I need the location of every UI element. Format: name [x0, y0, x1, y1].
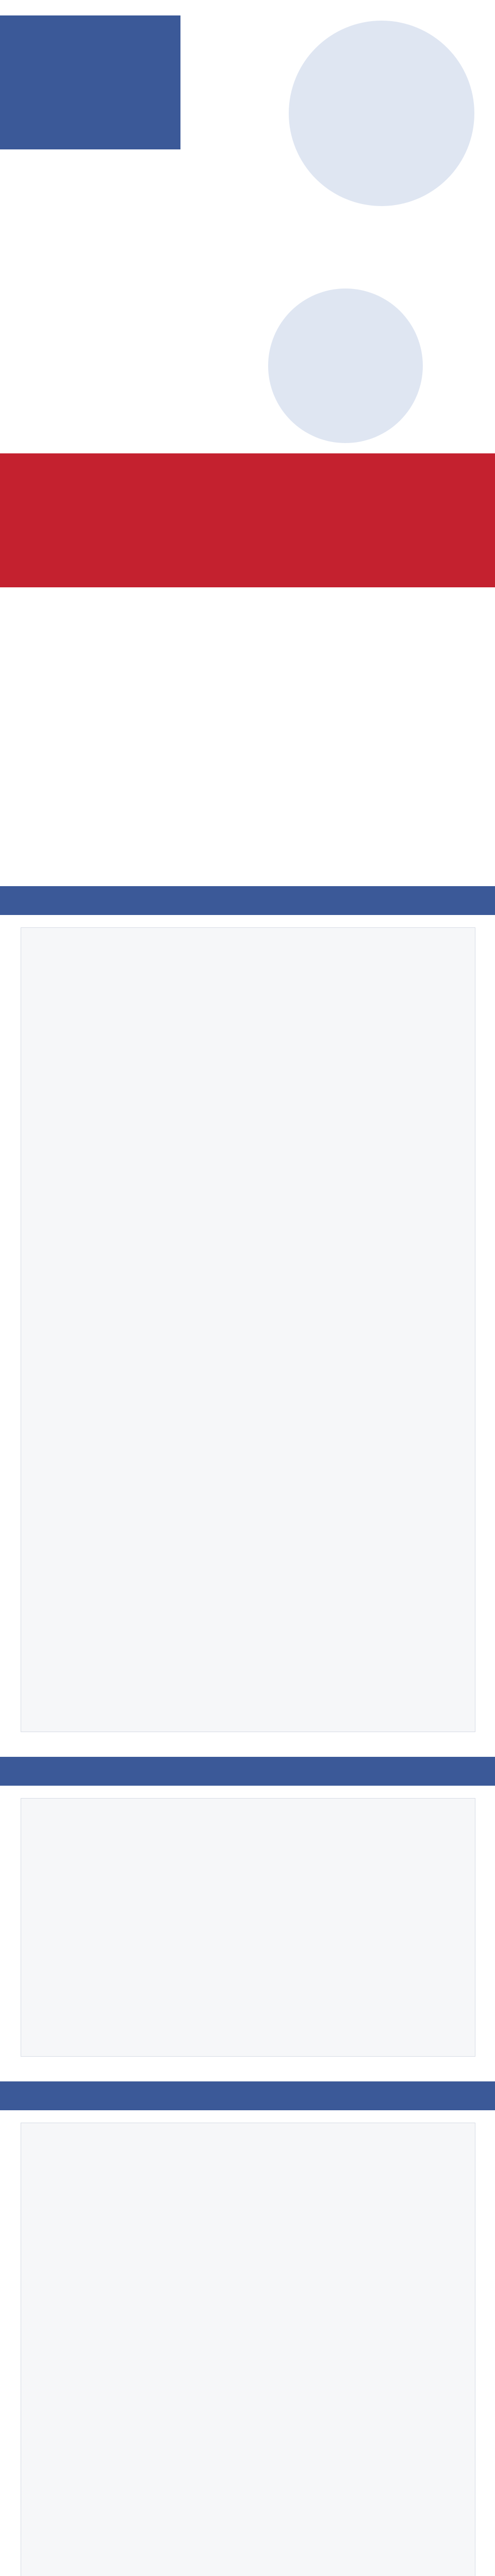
people-illustration: [268, 289, 423, 443]
hero-title-panel: [0, 15, 180, 149]
ad-creation-steps: [21, 2123, 475, 2576]
section-header-custom-audiences: [0, 886, 495, 915]
custom-audiences-steps: [21, 927, 475, 1732]
section-header-lookalike-audiences: [0, 1757, 495, 1786]
hero-illustration: [289, 21, 474, 206]
intro-banner: [0, 453, 495, 587]
hero-section: [0, 0, 495, 242]
section-header-ad-creation: [0, 2081, 495, 2110]
lookalike-audiences-steps: [21, 1798, 475, 2057]
